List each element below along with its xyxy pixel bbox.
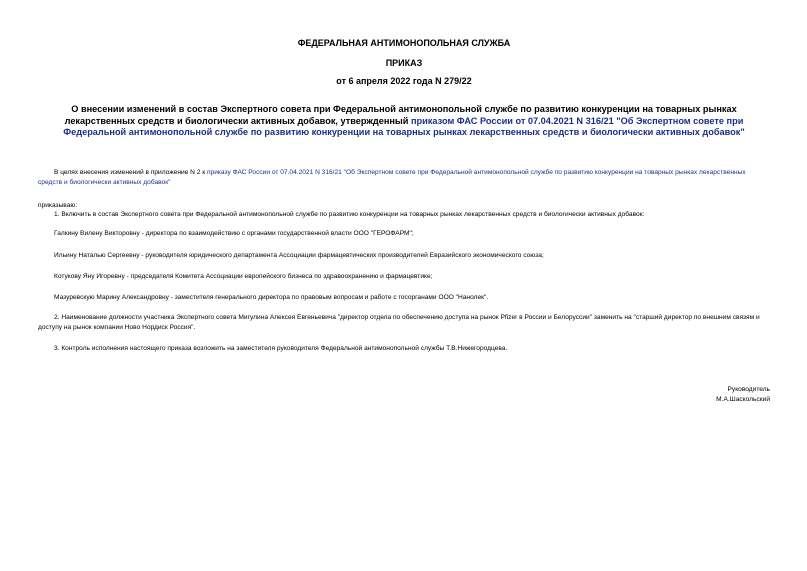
item-1: 1. Включить в состав Экспертного совета при Федеральной антимонопольной службе по развитию конкуренции на товарных рынках лекарственных средств и биологически активных добавок: — [54, 211, 645, 218]
intro-link[interactable]: приказу ФАС России от 07.04.2021 N 316/21 "Об Экспертном совете при Федеральной антимонопольной службе по развитию конкуренции на товарных рынках лекарственных средств и биологически активных добавок" — [38, 169, 746, 186]
order-title — [46, 104, 762, 139]
signature-name: М.А.Шаскольский — [716, 396, 770, 403]
agency-name: ФЕДЕРАЛЬНАЯ АНТИМОНОПОЛЬНАЯ СЛУЖБА — [297, 38, 511, 48]
item-3: 3. Контроль исполнения настоящего приказа возложить на заместителя руководителя Федеральной антимонопольной службы Т.В.Нижегородцева. — [54, 345, 508, 352]
orders-word: приказываю: — [38, 202, 78, 209]
member-kotukova: Котукову Яну Игоревну - председателя Комитета Ассоциации европейского бизнеса по здравоохранению и фармацевтике; — [54, 273, 433, 280]
order-label: ПРИКАЗ — [385, 58, 423, 68]
intro-text: В целях внесения изменений в приложение N 2 к — [54, 169, 207, 176]
intro-paragraph — [38, 168, 770, 188]
order-title-text: О внесении изменений в состав Экспертного совета при Федеральной антимонопольной службе по развитию конкуренции на товарных рынках лекарственных средств и биологически активных добавок, утвержденный — [64, 104, 737, 126]
signature-position: Руководитель — [727, 386, 770, 393]
member-galkina: Галкину Вилену Викторовну - директора по взаимодействию с органами государственной власти ООО "ГЕРОФАРМ"; — [54, 230, 414, 237]
order-title-link[interactable]: приказом ФАС России от 07.04.2021 N 316/21 "Об Экспертном совете при Федеральной антимонопольной службе по развитию конкуренции на товарных рынках лекарственных средств и биологически активных добавок" — [63, 115, 745, 137]
order-date: от 6 апреля 2022 года N 279/22 — [336, 76, 472, 86]
member-mazurevskaya: Мазуревскую Марину Александровну - заместителя генерального директора по правовым вопросам и работе с госорганами ООО "Нанолек". — [54, 294, 489, 301]
member-ilyina: Ильину Наталью Сергеевну - руководителя юридического департамента Ассоциации фармацевтических производителей Евразийского экономического союза; — [54, 252, 544, 259]
item-2: 2. Наименование должности участника Экспертного совета Мигулина Алексея Евгеньевича "директор отдела по обеспечению доступа на рынок Pfizer в России и Белоруссии" заменить на "старший директор по внешним связям и доступу на рынок компании Ново Нордиск Россия". — [38, 314, 760, 331]
signature-block — [716, 385, 770, 405]
